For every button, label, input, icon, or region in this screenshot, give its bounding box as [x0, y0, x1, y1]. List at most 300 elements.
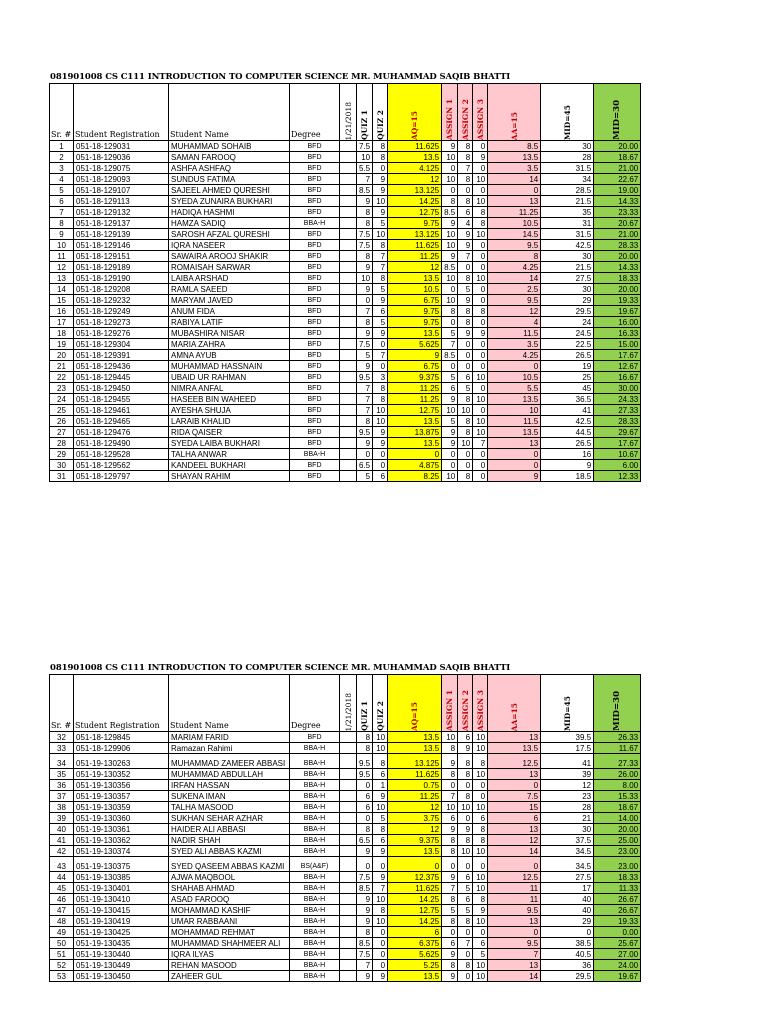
cell-assign-3: 10 [473, 416, 488, 427]
cell-mid-45: 24.5 [541, 328, 594, 339]
cell-quiz-2: 8 [373, 273, 388, 284]
cell-mid-30: 14.33 [594, 262, 641, 273]
cell-mid-30: 0.00 [594, 927, 641, 938]
cell-registration: 051-19-130385 [74, 872, 169, 883]
cell-mid-45: 16 [541, 449, 594, 460]
cell-mid-45: 27.5 [541, 872, 594, 883]
cell-degree: BBA-H [290, 835, 340, 846]
cell-aq-15: 9.375 [388, 835, 442, 846]
cell-aa-15: 2.5 [488, 284, 541, 295]
cell-assign-1: 7 [442, 883, 458, 894]
cell-mid-30: 26.67 [594, 894, 641, 905]
cell-mid-45: 28.5 [541, 185, 594, 196]
header-assign-2 [458, 675, 473, 732]
cell-quiz-1: 6.5 [357, 835, 373, 846]
cell-assign-1: 0 [442, 460, 458, 471]
cell-assign-1: 6 [442, 938, 458, 949]
cell-assign-2: 5 [458, 905, 473, 916]
cell-degree: BS(A&F) [290, 857, 340, 872]
cell-degree: BFD [290, 284, 340, 295]
cell-registration: 051-18-129132 [74, 207, 169, 218]
header-label-quiz-1: QUIZ 1 [360, 110, 370, 140]
cell-quiz-2: 3 [373, 372, 388, 383]
cell-sr: 9 [50, 229, 74, 240]
cell-degree: BFD [290, 229, 340, 240]
cell-assign-2: 8 [458, 754, 473, 769]
cell-aa-15: 9.5 [488, 938, 541, 949]
cell-mid-30: 28.33 [594, 240, 641, 251]
cell-degree: BFD [290, 141, 340, 152]
header-assign-3 [473, 675, 488, 732]
cell-assign-1: 5 [442, 905, 458, 916]
table-row [50, 960, 641, 971]
cell-aa-15: 4.25 [488, 350, 541, 361]
cell-aa-15: 13 [488, 732, 541, 743]
cell-date [340, 927, 357, 938]
cell-assign-3: 0 [473, 857, 488, 872]
header-degree [290, 84, 340, 141]
cell-student-name: SHAHAB AHMAD [169, 883, 290, 894]
table-row [50, 449, 641, 460]
cell-assign-3: 10 [473, 174, 488, 185]
cell-registration: 051-19-130401 [74, 883, 169, 894]
header-assign-2 [458, 84, 473, 141]
cell-registration: 051-18-129304 [74, 339, 169, 350]
cell-sr: 29 [50, 449, 74, 460]
cell-quiz-1: 9 [357, 196, 373, 207]
header-aq-15 [388, 675, 442, 732]
cell-degree: BFD [290, 306, 340, 317]
table-row [50, 916, 641, 927]
cell-degree: BFD [290, 185, 340, 196]
header-row [50, 84, 641, 141]
cell-quiz-2: 0 [373, 163, 388, 174]
cell-assign-3: 8 [473, 218, 488, 229]
cell-assign-3: 0 [473, 449, 488, 460]
cell-date [340, 938, 357, 949]
cell-aq-15: 4.125 [388, 163, 442, 174]
cell-quiz-2: 0 [373, 449, 388, 460]
cell-mid-30: 8.00 [594, 780, 641, 791]
cell-date [340, 284, 357, 295]
cell-registration: 051-19-130374 [74, 846, 169, 857]
cell-aa-15: 4 [488, 317, 541, 328]
cell-mid-30: 28.33 [594, 416, 641, 427]
cell-registration: 051-19-130440 [74, 949, 169, 960]
cell-aa-15: 12 [488, 835, 541, 846]
header-label-aa-15: AA=15 [509, 111, 519, 140]
cell-date [340, 262, 357, 273]
cell-quiz-2: 9 [373, 427, 388, 438]
cell-sr: 27 [50, 427, 74, 438]
header-label-assign-3: ASSIGN 3 [475, 98, 485, 140]
cell-assign-1: 5 [442, 328, 458, 339]
cell-sr: 7 [50, 207, 74, 218]
cell-student-name: SUKHAN SEHAR AZHAR [169, 813, 290, 824]
cell-quiz-1: 8 [357, 207, 373, 218]
cell-quiz-1: 8 [357, 317, 373, 328]
cell-student-name: MUHAMMAD HASSNAIN [169, 361, 290, 372]
cell-aq-15: 5.25 [388, 960, 442, 971]
table-row [50, 207, 641, 218]
cell-degree: BFD [290, 207, 340, 218]
cell-date [340, 960, 357, 971]
cell-assign-1: 9 [442, 427, 458, 438]
cell-student-name: MOHAMMAD REHMAT [169, 927, 290, 938]
cell-mid-30: 25.67 [594, 938, 641, 949]
header-label-assign-1: ASSIGN 1 [445, 689, 455, 731]
cell-sr: 46 [50, 894, 74, 905]
cell-date [340, 883, 357, 894]
table-row [50, 824, 641, 835]
cell-registration: 051-18-129036 [74, 152, 169, 163]
cell-quiz-2: 10 [373, 802, 388, 813]
cell-quiz-2: 0 [373, 960, 388, 971]
cell-quiz-1: 8 [357, 732, 373, 743]
cell-student-name: ASAD FAROOQ [169, 894, 290, 905]
cell-assign-1: 7 [442, 791, 458, 802]
cell-mid-30: 20.00 [594, 824, 641, 835]
cell-quiz-2: 0 [373, 361, 388, 372]
cell-assign-1: 9 [442, 754, 458, 769]
cell-student-name: ASHFA ASHFAQ [169, 163, 290, 174]
table-row [50, 732, 641, 743]
cell-assign-3: 0 [473, 240, 488, 251]
cell-aa-15: 3.5 [488, 163, 541, 174]
cell-mid-45: 30 [541, 824, 594, 835]
cell-registration: 051-19-130362 [74, 835, 169, 846]
cell-student-name: SAROSH AFZAL QURESHI [169, 229, 290, 240]
cell-quiz-2: 8 [373, 240, 388, 251]
cell-quiz-1: 7.5 [357, 872, 373, 883]
cell-sr: 15 [50, 295, 74, 306]
cell-assign-2: 5 [458, 383, 473, 394]
cell-quiz-1: 7 [357, 174, 373, 185]
cell-assign-1: 10 [442, 802, 458, 813]
cell-sr: 40 [50, 824, 74, 835]
cell-quiz-1: 7 [357, 383, 373, 394]
cell-date [340, 229, 357, 240]
table-row [50, 949, 641, 960]
cell-mid-30: 19.00 [594, 185, 641, 196]
cell-quiz-2: 5 [373, 284, 388, 295]
cell-aq-15: 12.75 [388, 905, 442, 916]
header-label-aa-15: AA=15 [509, 702, 519, 731]
table-row [50, 174, 641, 185]
cell-registration: 051-18-129450 [74, 383, 169, 394]
cell-student-name: UMAR RABBAANI [169, 916, 290, 927]
cell-degree: BFD [290, 295, 340, 306]
cell-student-name: MARIA ZAHRA [169, 339, 290, 350]
header-quiz-2 [373, 675, 388, 732]
cell-date [340, 339, 357, 350]
table-row [50, 229, 641, 240]
cell-mid-30: 22.67 [594, 174, 641, 185]
cell-assign-2: 0 [458, 460, 473, 471]
cell-quiz-2: 10 [373, 416, 388, 427]
cell-mid-45: 28 [541, 152, 594, 163]
header-quiz-1 [357, 675, 373, 732]
cell-mid-45: 23 [541, 791, 594, 802]
cell-aq-15: 11.25 [388, 394, 442, 405]
cell-assign-2: 0 [458, 361, 473, 372]
table-row [50, 460, 641, 471]
cell-mid-30: 25.00 [594, 835, 641, 846]
cell-sr: 36 [50, 780, 74, 791]
cell-assign-3: 10 [473, 846, 488, 857]
cell-sr: 24 [50, 394, 74, 405]
cell-aq-15: 14.25 [388, 916, 442, 927]
cell-sr: 51 [50, 949, 74, 960]
cell-date [340, 372, 357, 383]
cell-degree: BBA-H [290, 916, 340, 927]
cell-quiz-1: 9 [357, 971, 373, 982]
cell-assign-2: 4 [458, 218, 473, 229]
cell-sr: 48 [50, 916, 74, 927]
cell-registration: 051-18-129031 [74, 141, 169, 152]
cell-sr: 25 [50, 405, 74, 416]
cell-degree: BBA-H [290, 905, 340, 916]
cell-date [340, 857, 357, 872]
cell-aa-15: 4.25 [488, 262, 541, 273]
cell-assign-2: 6 [458, 894, 473, 905]
cell-quiz-2: 5 [373, 813, 388, 824]
cell-mid-30: 26.67 [594, 905, 641, 916]
cell-degree: BBA-H [290, 769, 340, 780]
cell-quiz-2: 7 [373, 350, 388, 361]
cell-student-name: MUHAMMAD ZAMEER ABBASI [169, 754, 290, 769]
cell-aq-15: 11.625 [388, 769, 442, 780]
cell-date [340, 416, 357, 427]
cell-aq-15: 9.375 [388, 372, 442, 383]
cell-degree: BFD [290, 427, 340, 438]
table-row [50, 971, 641, 982]
cell-assign-2: 8 [458, 427, 473, 438]
cell-mid-30: 23.00 [594, 857, 641, 872]
cell-mid-30: 19.67 [594, 306, 641, 317]
cell-quiz-2: 8 [373, 824, 388, 835]
cell-assign-1: 8.5 [442, 207, 458, 218]
cell-assign-1: 8 [442, 306, 458, 317]
cell-degree: BFD [290, 273, 340, 284]
cell-assign-2: 0 [458, 949, 473, 960]
cell-aq-15: 12.75 [388, 405, 442, 416]
cell-assign-1: 9 [442, 949, 458, 960]
cell-assign-1: 8 [442, 960, 458, 971]
cell-aq-15: 3.75 [388, 813, 442, 824]
cell-aq-15: 6.75 [388, 361, 442, 372]
cell-mid-45: 42.5 [541, 416, 594, 427]
cell-assign-1: 0 [442, 163, 458, 174]
cell-sr: 50 [50, 938, 74, 949]
cell-sr: 12 [50, 262, 74, 273]
cell-sr: 6 [50, 196, 74, 207]
cell-quiz-2: 8 [373, 152, 388, 163]
cell-mid-45: 25 [541, 372, 594, 383]
table-row [50, 372, 641, 383]
cell-student-name: MUHAMMAD SOHAIB [169, 141, 290, 152]
cell-assign-2: 9 [458, 229, 473, 240]
cell-degree: BBA-H [290, 218, 340, 229]
cell-mid-45: 42.5 [541, 240, 594, 251]
cell-assign-1: 0 [442, 361, 458, 372]
header-mid-30 [594, 84, 641, 141]
cell-aa-15: 8.5 [488, 141, 541, 152]
header-label-mid-30: MID=30 [611, 691, 622, 731]
cell-quiz-1: 7 [357, 405, 373, 416]
cell-assign-2: 5 [458, 284, 473, 295]
cell-assign-2: 0 [458, 339, 473, 350]
cell-date [340, 949, 357, 960]
cell-assign-3: 10 [473, 196, 488, 207]
cell-quiz-2: 10 [373, 894, 388, 905]
cell-aq-15: 14.25 [388, 196, 442, 207]
cell-aa-15: 13.5 [488, 394, 541, 405]
cell-quiz-2: 6 [373, 471, 388, 482]
header-sr [50, 675, 74, 732]
cell-aq-15: 13.125 [388, 754, 442, 769]
cell-aq-15: 11.25 [388, 251, 442, 262]
cell-mid-30: 20.00 [594, 284, 641, 295]
header-sr [50, 84, 74, 141]
cell-aq-15: 11.625 [388, 240, 442, 251]
cell-assign-3: 8 [473, 306, 488, 317]
cell-assign-3: 8 [473, 754, 488, 769]
cell-date [340, 174, 357, 185]
cell-sr: 18 [50, 328, 74, 339]
cell-mid-45: 21.5 [541, 262, 594, 273]
cell-degree: BFD [290, 416, 340, 427]
cell-assign-2: 9 [458, 328, 473, 339]
cell-aq-15: 12 [388, 262, 442, 273]
cell-assign-2: 10 [458, 802, 473, 813]
cell-assign-2: 0 [458, 857, 473, 872]
cell-assign-3: 7 [473, 438, 488, 449]
header-mid-30 [594, 675, 641, 732]
cell-assign-2: 6 [458, 732, 473, 743]
cell-aa-15: 15 [488, 802, 541, 813]
cell-student-name: LAIBA ARSHAD [169, 273, 290, 284]
cell-date [340, 769, 357, 780]
cell-assign-1: 10 [442, 152, 458, 163]
cell-degree: BFD [290, 262, 340, 273]
cell-assign-1: 9 [442, 824, 458, 835]
cell-mid-45: 21 [541, 813, 594, 824]
header-date [340, 675, 357, 732]
cell-aq-15: 13.5 [388, 152, 442, 163]
cell-mid-45: 34.5 [541, 857, 594, 872]
cell-assign-2: 7 [458, 251, 473, 262]
cell-assign-2: 8 [458, 916, 473, 927]
cell-registration: 051-18-129436 [74, 361, 169, 372]
cell-aa-15: 7 [488, 949, 541, 960]
cell-assign-2: 9 [458, 824, 473, 835]
cell-mid-45: 26.5 [541, 438, 594, 449]
cell-quiz-1: 9 [357, 905, 373, 916]
cell-aa-15: 0 [488, 460, 541, 471]
header-label-assign-1: ASSIGN 1 [445, 98, 455, 140]
cell-quiz-1: 9 [357, 894, 373, 905]
cell-assign-1: 10 [442, 471, 458, 482]
cell-quiz-1: 8 [357, 218, 373, 229]
cell-student-name: HAMZA SADIQ [169, 218, 290, 229]
cell-degree: BFD [290, 471, 340, 482]
header-registration [74, 675, 169, 732]
cell-quiz-2: 10 [373, 743, 388, 754]
cell-registration: 051-18-129075 [74, 163, 169, 174]
cell-aq-15: 13.5 [388, 743, 442, 754]
cell-quiz-2: 9 [373, 791, 388, 802]
table-row [50, 141, 641, 152]
cell-assign-2: 8 [458, 273, 473, 284]
cell-assign-3: 9 [473, 905, 488, 916]
cell-student-name: ROMAISAH SARWAR [169, 262, 290, 273]
cell-sr: 37 [50, 791, 74, 802]
cell-quiz-2: 9 [373, 185, 388, 196]
cell-student-name: LARAIB KHALID [169, 416, 290, 427]
cell-sr: 20 [50, 350, 74, 361]
cell-registration: 051-18-129208 [74, 284, 169, 295]
cell-sr: 32 [50, 732, 74, 743]
cell-assign-1: 8 [442, 196, 458, 207]
table-row [50, 405, 641, 416]
cell-quiz-1: 6.5 [357, 460, 373, 471]
cell-mid-30: 23.33 [594, 207, 641, 218]
cell-date [340, 754, 357, 769]
cell-quiz-2: 9 [373, 295, 388, 306]
table-row [50, 273, 641, 284]
cell-quiz-1: 9.5 [357, 754, 373, 769]
cell-student-name: ANUM FIDA [169, 306, 290, 317]
cell-mid-30: 26.33 [594, 732, 641, 743]
cell-quiz-1: 6 [357, 802, 373, 813]
cell-registration: 051-18-129113 [74, 196, 169, 207]
cell-quiz-2: 10 [373, 916, 388, 927]
cell-registration: 051-18-129528 [74, 449, 169, 460]
cell-date [340, 218, 357, 229]
cell-assign-1: 9 [442, 141, 458, 152]
cell-mid-45: 30 [541, 251, 594, 262]
cell-quiz-2: 7 [373, 251, 388, 262]
cell-student-name: SHAYAN RAHIM [169, 471, 290, 482]
cell-assign-3: 0 [473, 251, 488, 262]
cell-assign-3: 6 [473, 938, 488, 949]
cell-assign-1: 8.5 [442, 262, 458, 273]
cell-sr: 49 [50, 927, 74, 938]
cell-aa-15: 9 [488, 471, 541, 482]
cell-registration: 051-19-130360 [74, 813, 169, 824]
cell-quiz-1: 9 [357, 438, 373, 449]
cell-aq-15: 13.5 [388, 732, 442, 743]
header-mid-45 [541, 84, 594, 141]
table-row [50, 427, 641, 438]
cell-degree: BBA-H [290, 938, 340, 949]
cell-mid-45: 12 [541, 780, 594, 791]
cell-assign-1: 0 [442, 857, 458, 872]
table-row [50, 163, 641, 174]
cell-sr: 35 [50, 769, 74, 780]
cell-date [340, 273, 357, 284]
cell-date [340, 971, 357, 982]
cell-quiz-1: 7.5 [357, 240, 373, 251]
cell-registration: 051-18-129093 [74, 174, 169, 185]
cell-registration: 051-19-130361 [74, 824, 169, 835]
cell-sr: 1 [50, 141, 74, 152]
cell-assign-1: 5 [442, 372, 458, 383]
table-row [50, 743, 641, 754]
cell-aq-15: 12.75 [388, 207, 442, 218]
cell-degree: BFD [290, 383, 340, 394]
